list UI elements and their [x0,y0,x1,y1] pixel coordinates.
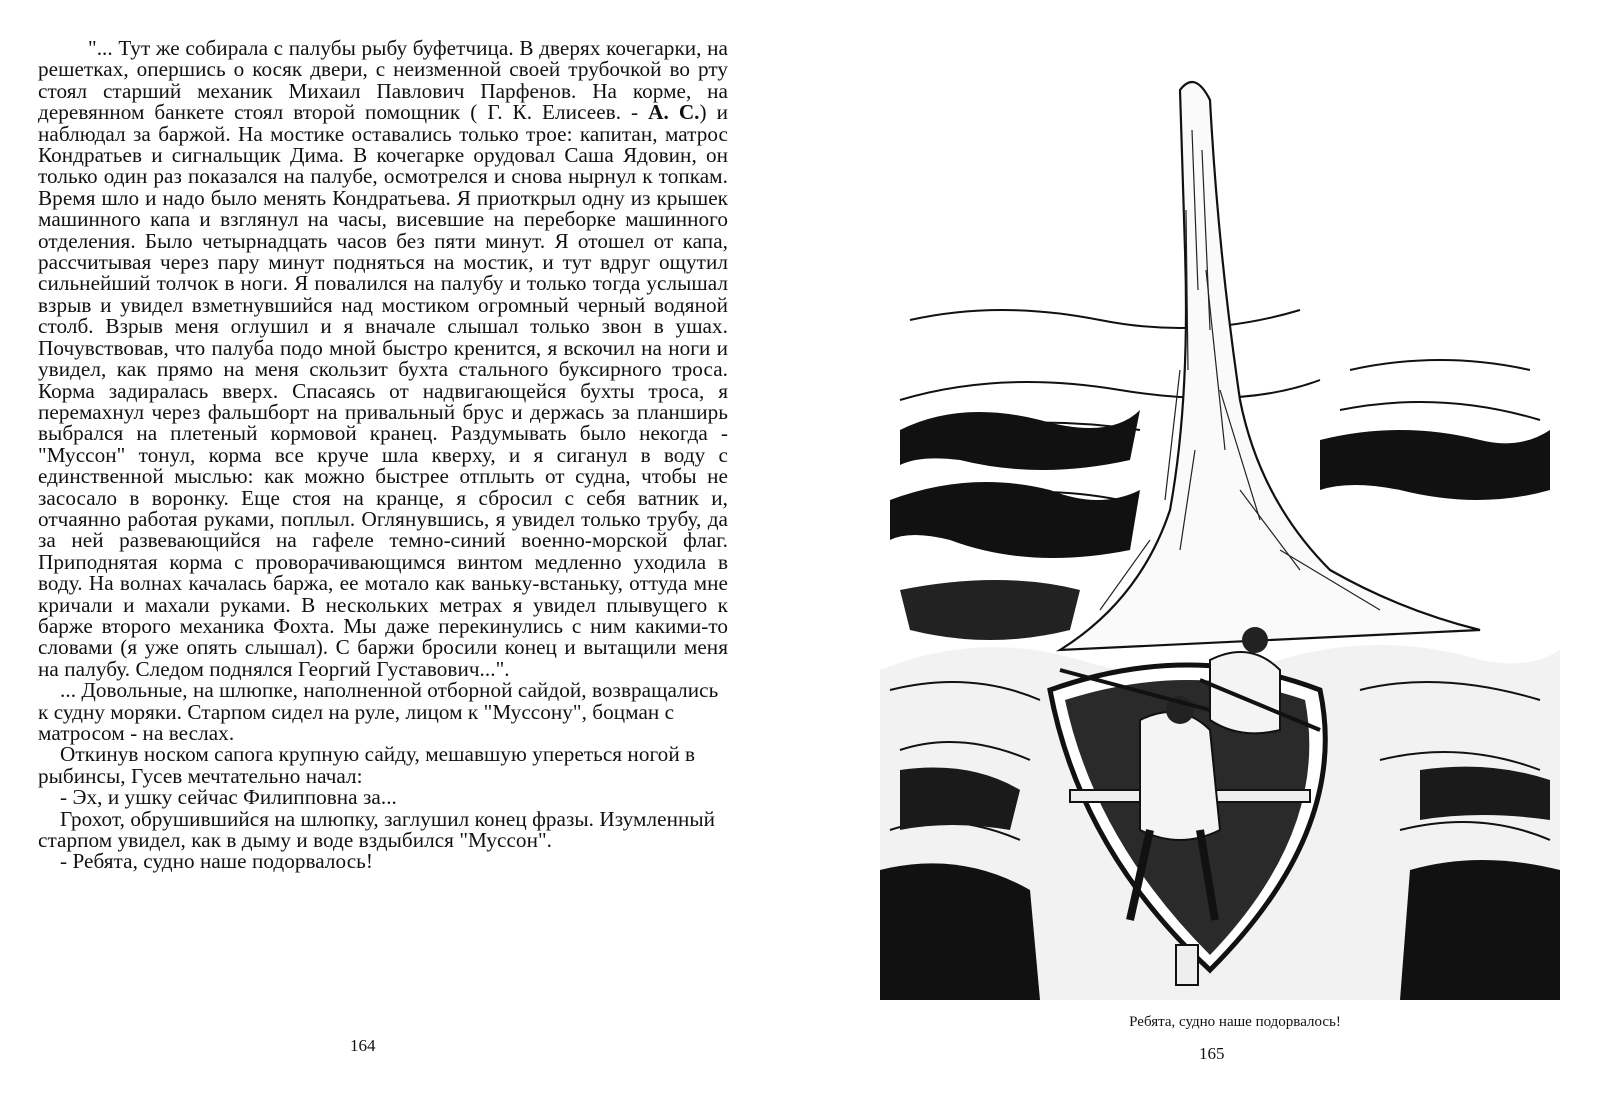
dialogue-line-1: - Эх, и ушку сейчас Филипповна за... [60,785,397,810]
right-page [880,70,1560,1070]
body-text [38,38,728,873]
author-initials: А. С. [648,100,700,125]
paragraph-explosion: Грохот, обрушившийся на шлюпку, заглушил конец фразы. Изумленный старпом увидел, как в дыму и воде вздыбился "Муссон". [38,806,716,853]
right-page-number: 165 [1199,1044,1225,1063]
illustration-caption: Ребята, судно наше подорвалось! [1129,1014,1341,1030]
left-page-number: 164 [350,1036,376,1055]
boat-explosion-illustration [880,70,1560,1000]
paragraph-memoir [38,38,728,680]
dialogue-line-2: - Ребята, судно наше подорвалось! [60,849,373,874]
left-page [38,38,728,1078]
paragraph-return: ... Довольные, на шлюпке, наполненной отборной сайдой, возвращались к судну моряки. Старпом сидел на руле, лицом к "Муссону", боцман с матросом - на веслах. [38,678,719,745]
paragraph-gusev: Откинув носком сапога крупную сайду, мешавшую упереться ногой в рыбинсы, Гусев мечтательно начал: [38,742,696,788]
memoir-text-part2: ) и наблюдал за баржой. На мостике оставались только трое: капитан, матрос Кондратьев и сигнальщик Дима. В кочегарке орудовал Саша Ядовин, он только один раз показался на палубе, осмотрелся и снова нырнул к топкам. Время шло и надо было менять Кондратьева. Я приоткрыл одну из крышек машинного капа и взглянул на часы, висевшие на переборке машинного отделения. Было четырнадцать часов без пяти минут. Я отошел от капа, рассчитывая через пару минут подняться на мостик, и тут вдруг ощутил сильнейший толчок в ноги. Я повалился на палубу и только тогда услышал взрыв и увидел взметнувшийся над мостиком огромный черный водяной столб. Взрыв меня оглушил и я вначале слышал только звон в ушах. Почувствовав, что палуба подо мной быстро кренится, я вскочил на ноги и увидел, как прямо на меня скользит бухта стального буксирного троса. Корма задиралась вверх. Спасаясь от надвигающейся бухты троса, я перемахнул через фальшборт на привальный брус и держась за планширь выбрался на плетеный кормовой кранец. Раздумывать было некогда - "Муссон" тонул, корма все круче шла кверху, и я сиганул в воду с единственной мыслью: как можно быстрее отплыть от судна, чтобы не засосало в воронку. Еще стоя на кранце, я сбросил с себя ватник и, отчаянно работая руками, поплыл. Оглянувшись, я увидел только трубу, да за ней развевающийся на гафеле темно-синий военно-морской флаг. Приподнятая корма с проворачивающимся винтом медленно уходила в воду. На волнах качалась баржа, ее мотало как ваньку-встаньку, оттуда мне кричали и махали руками. В нескольких метрах я увидел плывущего к барже второго механика Фохта. Мы даже перекинулись с ним какими-то словами (я уже опять слышал). С баржи бросили конец и вытащили меня на палубу. Следом поднялся Георгий Густавович...". [38,100,729,681]
memoir-text-part1: "... Тут же собирала с палубы рыбу буфетчица. В дверях кочегарки, на решетках, опершись о косяк двери, с неизменной своей трубочкой во рту стоял старший механик Михаил Павлович Парфенов. На корме, на деревянном банкете стоял второй помощник ( Г. К. Елисеев. - [38,36,728,125]
